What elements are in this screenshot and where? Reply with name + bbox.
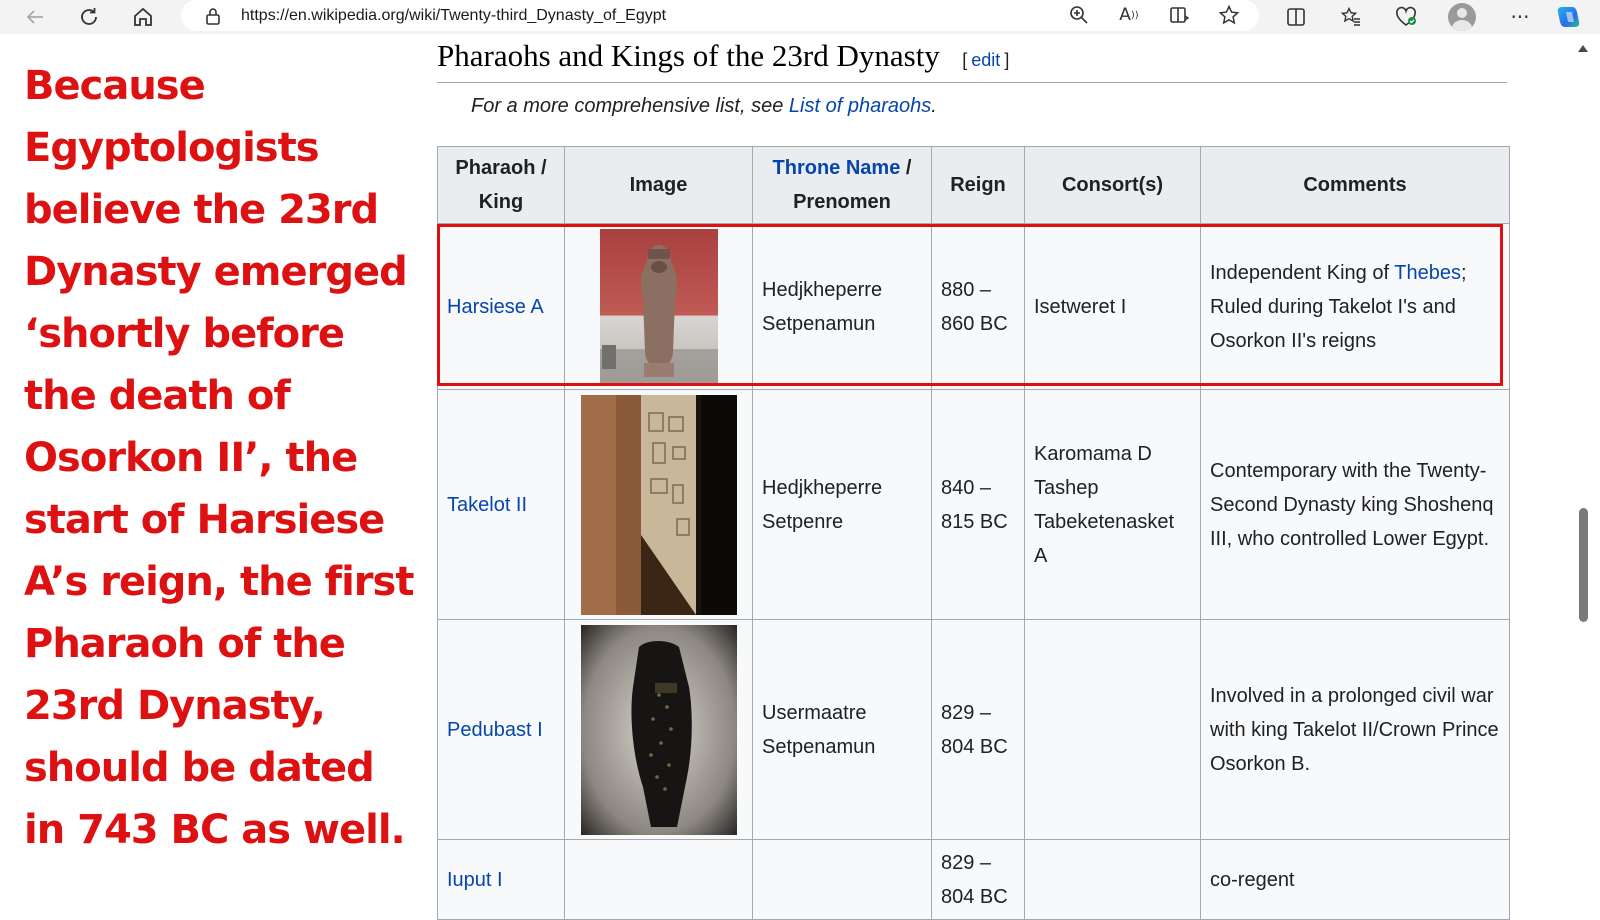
cell-pharaoh xyxy=(438,390,565,620)
favorite-star-icon[interactable] xyxy=(1214,1,1244,29)
pharaoh-link[interactable]: Pedubast I xyxy=(447,718,543,741)
read-aloud-icon[interactable]: A )) xyxy=(1119,5,1139,25)
header-consorts[interactable]: Consort(s) xyxy=(1025,147,1201,224)
hatnote-suffix: . xyxy=(931,95,937,117)
address-bar[interactable] xyxy=(181,0,1259,31)
cell-pharaoh xyxy=(438,224,565,390)
thebes-link[interactable]: Thebes xyxy=(1394,261,1461,284)
annotation-text: Because Egyptologists believe the 23rd Dynasty emerged ‘shortly before the death of Osorkon II’, the start of Harsiese A’s reign, the first Pharaoh of the 23rd Dynasty, should be dated in 743 BC as well. xyxy=(24,63,414,853)
cell-image xyxy=(565,620,753,840)
section-title: Pharaohs and Kings of the 23rd Dynasty xyxy=(437,38,940,73)
cell-reign: 829 – 804 BC xyxy=(932,840,1025,920)
cell-comments: Contemporary with the Twenty-Second Dynasty king Shoshenq III, who controlled Lower Egypt. xyxy=(1201,390,1510,620)
table-row xyxy=(438,840,1510,920)
browser-essentials-icon[interactable] xyxy=(1391,3,1421,31)
table-row xyxy=(438,224,1510,390)
zoom-icon[interactable] xyxy=(1064,1,1094,29)
cell-image xyxy=(565,224,753,390)
cell-comments: Independent King of Thebes; Ruled during Takelot I's and Osorkon II's reigns xyxy=(1201,224,1510,390)
edit-link[interactable]: edit xyxy=(971,50,1001,70)
bronze-statue-photo[interactable] xyxy=(581,625,737,835)
cell-reign: 829 – 804 BC xyxy=(932,620,1025,840)
refresh-icon[interactable] xyxy=(74,3,104,31)
edit-section xyxy=(962,50,1009,70)
cell-throne-name: Hedjkheperre Setpenre xyxy=(753,390,932,620)
header-pharaoh[interactable]: Pharaoh / King xyxy=(438,147,565,224)
cell-image xyxy=(565,390,753,620)
pharaoh-link[interactable]: Iuput I xyxy=(447,868,503,891)
edit-bracket-open: [ xyxy=(962,50,968,70)
cell-comments: co-regent xyxy=(1201,840,1510,920)
lock-icon[interactable] xyxy=(203,6,223,26)
split-screen-icon[interactable] xyxy=(1281,3,1311,31)
cell-throne-name: Usermaatre Setpenamun xyxy=(753,620,932,840)
home-icon[interactable] xyxy=(128,3,158,31)
copilot-icon[interactable] xyxy=(1556,3,1584,31)
temple-wall-photo[interactable] xyxy=(581,395,737,615)
cell-throne-name: Hedjkheperre Setpenamun xyxy=(753,224,932,390)
pharaoh-link[interactable]: Harsiese A xyxy=(447,295,544,318)
cell-pharaoh xyxy=(438,840,565,920)
header-reign[interactable]: Reign xyxy=(932,147,1025,224)
throne-name-link[interactable]: Throne Name xyxy=(772,157,901,179)
scroll-up-arrow[interactable] xyxy=(1578,45,1588,52)
header-image: Image xyxy=(565,147,753,224)
statue-photo[interactable] xyxy=(600,229,718,385)
favorites-icon[interactable] xyxy=(1336,3,1366,31)
cell-pharaoh xyxy=(438,620,565,840)
url-text[interactable]: https://en.wikipedia.org/wiki/Twenty-third_Dynasty_of_Egypt xyxy=(241,7,667,24)
section-heading xyxy=(437,38,1507,83)
pharaoh-link[interactable]: Takelot II xyxy=(447,493,528,516)
cell-consorts xyxy=(1025,620,1201,840)
scrollbar-thumb[interactable] xyxy=(1579,508,1588,622)
hatnote-prefix: For a more comprehensive list, see xyxy=(471,95,789,117)
header-comments: Comments xyxy=(1201,147,1510,224)
pharaohs-table xyxy=(437,146,1510,920)
cell-consorts xyxy=(1025,840,1201,920)
cell-comments: Involved in a prolonged civil war with king Takelot II/Crown Prince Osorkon B. xyxy=(1201,620,1510,840)
header-throne-name[interactable]: Throne Name / Prenomen xyxy=(753,147,932,224)
immersive-reader-icon[interactable] xyxy=(1164,1,1194,29)
browser-toolbar xyxy=(0,0,1600,34)
profile-avatar[interactable] xyxy=(1448,3,1476,31)
more-icon[interactable]: ··· xyxy=(1510,5,1530,29)
cell-consorts: Karomama D Tashep Tabeketenasket A xyxy=(1025,390,1201,620)
cell-reign: 880 – 860 BC xyxy=(932,224,1025,390)
list-of-pharaohs-link[interactable]: List of pharaohs xyxy=(788,95,932,117)
cell-consorts: Isetweret I xyxy=(1025,224,1201,390)
cell-reign: 840 – 815 BC xyxy=(932,390,1025,620)
cell-throne-name xyxy=(753,840,932,920)
cell-image xyxy=(565,840,753,920)
back-icon[interactable] xyxy=(20,3,50,31)
edit-bracket-close: ] xyxy=(1004,50,1010,70)
table-header-row xyxy=(438,147,1510,224)
table-row xyxy=(438,620,1510,840)
table-row xyxy=(438,390,1510,620)
hatnote xyxy=(471,95,937,118)
